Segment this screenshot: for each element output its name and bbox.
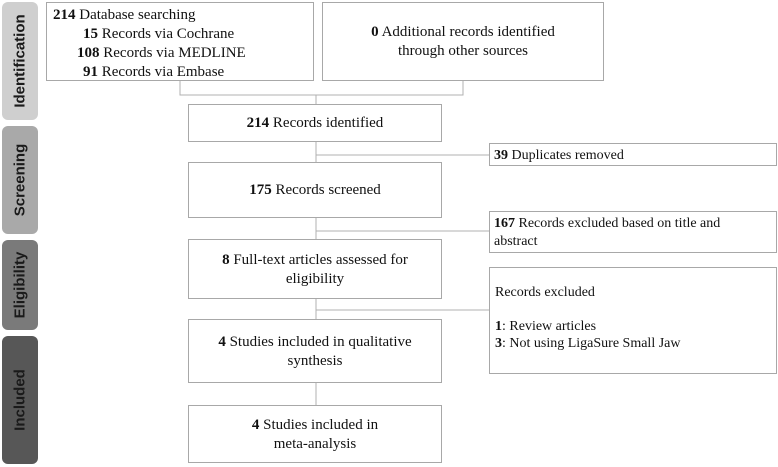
source-line-embase (53, 63, 313, 82)
phase-eligibility (2, 240, 38, 330)
phase-screening-label: Screening (11, 143, 29, 217)
duplicates-count: 39 (494, 148, 508, 163)
source-line-medline (53, 44, 313, 63)
database-total-count: 214 (53, 7, 76, 23)
identified-count: 214 (246, 115, 270, 131)
exclusion-reason-label: : Review articles (502, 319, 597, 334)
database-searching-box (46, 2, 314, 81)
eligibility-label-line1: Full-text articles assessed for (233, 252, 408, 268)
meta-label-line1: Studies included in (263, 417, 379, 433)
meta-label-line2: meta-analysis (273, 436, 357, 452)
eligibility-count: 8 (222, 252, 230, 268)
additional-label-line2: through other sources (398, 43, 528, 59)
excluded-title-abstract-box (489, 211, 777, 253)
excluded-full-text-box (489, 267, 777, 374)
qualitative-synthesis-box (188, 319, 442, 383)
meta-analysis-box (188, 405, 442, 463)
exclusion-reason (495, 335, 776, 352)
duplicates-removed-box (489, 143, 777, 166)
source-count: 108 (77, 45, 100, 61)
phase-identification (2, 2, 38, 120)
source-label: Records via Embase (101, 64, 225, 80)
screened-count: 175 (249, 182, 272, 198)
source-count: 91 (83, 64, 98, 80)
additional-records-box (322, 2, 604, 81)
source-label: Records via Cochrane (101, 26, 235, 42)
source-line-cochrane (53, 25, 313, 44)
qualitative-label-line1: Studies included in qualitative (229, 334, 412, 350)
qualitative-label-line2: synthesis (287, 353, 343, 369)
additional-label-line1: Additional records identified (381, 24, 555, 40)
excluded-title-label-line1: Records excluded based on title and (518, 216, 721, 231)
meta-count: 4 (251, 417, 260, 433)
exclusion-reason-count: 1 (495, 319, 502, 334)
additional-count: 0 (371, 24, 379, 40)
identified-label: Records identified (272, 115, 384, 131)
phase-screening (2, 126, 38, 234)
duplicates-label: Duplicates removed (511, 148, 624, 163)
excluded-title-count: 167 (494, 216, 515, 231)
excluded-full-heading: Records excluded (495, 285, 595, 300)
exclusion-reason (495, 318, 776, 335)
database-total-label: Database searching (79, 7, 196, 23)
records-identified-box (188, 104, 442, 142)
phase-included-label: Included (11, 369, 29, 431)
database-total-line (53, 6, 313, 25)
eligibility-label-line2: eligibility (285, 271, 345, 287)
exclusion-reason-label: : Not using LigaSure Small Jaw (502, 336, 681, 351)
qualitative-count: 4 (218, 334, 226, 350)
source-count: 15 (83, 26, 98, 42)
phase-identification-label: Identification (11, 14, 29, 108)
full-text-eligibility-box (188, 239, 442, 299)
exclusion-reason-count: 3 (495, 336, 502, 351)
source-label: Records via MEDLINE (103, 45, 246, 61)
excluded-title-label-line2: abstract (494, 234, 538, 249)
screened-label: Records screened (275, 182, 381, 198)
connector-db-merge (180, 81, 463, 95)
phase-eligibility-label: Eligibility (11, 251, 29, 319)
records-screened-box (188, 162, 442, 218)
phase-included (2, 336, 38, 464)
